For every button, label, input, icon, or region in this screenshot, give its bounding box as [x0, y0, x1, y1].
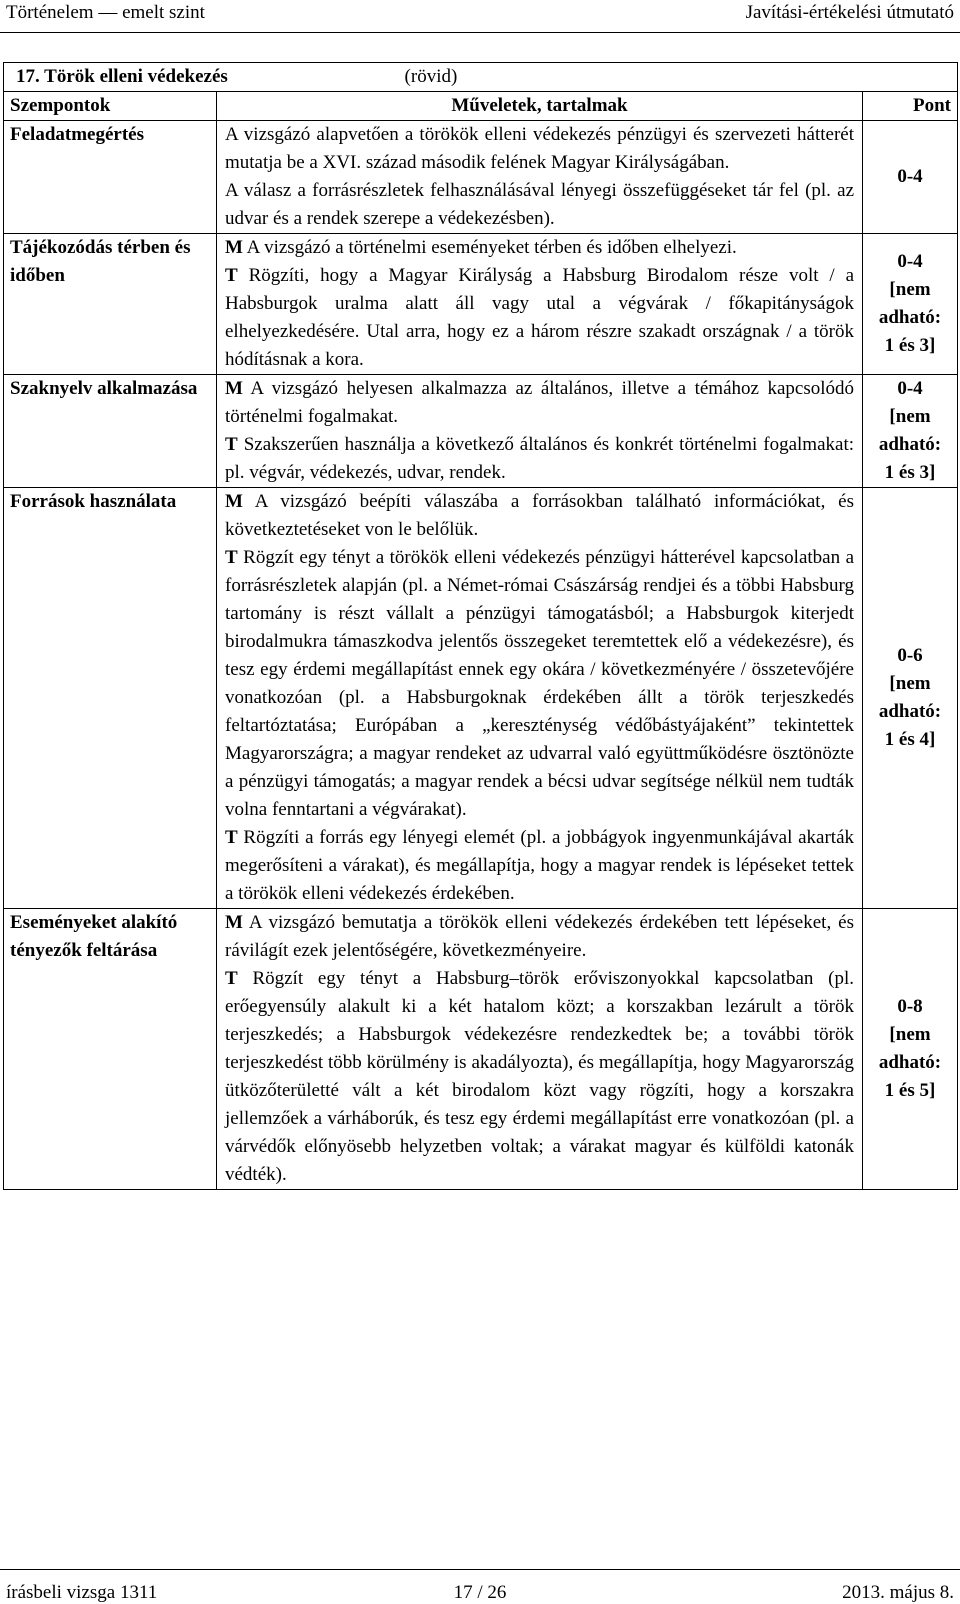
table-row [4, 121, 958, 234]
points-cell [863, 121, 958, 234]
header-divider [0, 32, 960, 33]
task-title: 17. Török elleni védekezés [16, 66, 228, 87]
points-note: 1 és 4] [884, 729, 936, 750]
criterion-mark: T [225, 968, 238, 989]
criterion-text: A vizsgázó beépíti válaszába a forrásokban található információkat, és következtetéseket von le belőlük. [225, 491, 855, 540]
criterion-paragraph [225, 824, 854, 908]
points-range: 0-4 [897, 251, 923, 272]
points-range: 0-4 [897, 166, 923, 187]
criterion-text: Rögzít egy tényt a törökök elleni védekezés pénzügyi hátterével kapcsolatban a forrásrészletek alapján (pl. a Német-római Császárság rendjei és a többi Habsburg tartomány is részt vállalt a pénzügyi támogatásból; a Habsburgok kiterjedt birodalmukra támaszkodva jelentős összegeket teremtettek elő a védekezésre), és tesz egy érdemi megállapítást ennek egy okára / következményére / összetevőjére vonatkozóan (pl. a Habsburgoknak érdekében állt a török terjeszkedés feltartóztatása; Európában a „kereszténység védőbástyájaként” tekintettek Magyarországra; a magyar rendeket az udvarral való együttműködésre ösztönözte a pénzügyi támogatás; a magyar rendek a bécsi udvar segítsége nélkül nem tudták volna fenntartani a végvárakat). [225, 547, 855, 820]
criterion-text: A vizsgázó a történelmi eseményeket térben és időben elhelyezi. [246, 237, 737, 258]
points-range: 0-8 [897, 996, 923, 1017]
column-aspects: Szempontok [4, 92, 217, 121]
task-title-row [4, 63, 958, 92]
content-cell [217, 909, 863, 1190]
content-cell [217, 375, 863, 488]
footer-divider [0, 1569, 960, 1570]
criterion-text: A vizsgázó helyesen alkalmazza az általános, illetve a témához kapcsolódó történelmi fogalmakat. [225, 378, 854, 427]
points-note: 1 és 5] [884, 1080, 936, 1101]
criterion-paragraph [225, 544, 854, 824]
aspect-cell: Feladatmegértés [4, 121, 217, 234]
content-cell [217, 234, 863, 375]
aspect-cell: Eseményeket alakító tényezők feltárása [4, 909, 217, 1190]
points-note: adható: [878, 1052, 942, 1073]
criterion-paragraph [225, 909, 854, 965]
header-doc-type: Javítási-értékelési útmutató [745, 2, 954, 23]
criterion-mark: M [225, 912, 243, 933]
criterion-paragraph [225, 234, 854, 262]
points-range: 0-6 [897, 645, 923, 666]
criterion-text: Rögzíti a forrás egy lényegi elemét (pl. a jobbágyok ingyenmunkájával akarták megerősíteni a várakat), és megállapítja, hogy a magyar rendek is lépéseket tettek a törökök elleni védekezés érdekében. [225, 827, 854, 904]
criterion-paragraph [225, 375, 854, 431]
content-cell [217, 488, 863, 909]
points-note: adható: [878, 307, 942, 328]
criterion-paragraph [225, 262, 854, 374]
table-row [4, 375, 958, 488]
points-cell [863, 909, 958, 1190]
points-range: 0-4 [897, 378, 923, 399]
criterion-paragraph [225, 965, 854, 1189]
header-subject: Történelem — emelt szint [6, 2, 205, 23]
table-row [4, 234, 958, 375]
column-header-row [4, 92, 958, 121]
points-note: [nem [889, 406, 931, 427]
criterion-mark: M [225, 378, 243, 399]
points-note: [nem [889, 673, 931, 694]
criterion-mark: T [225, 547, 238, 568]
footer-page-number: 17 / 26 [453, 1582, 507, 1603]
column-content: Műveletek, tartalmak [217, 92, 863, 121]
footer-exam-id: írásbeli vizsga 1311 [6, 1582, 158, 1603]
points-note: 1 és 3] [884, 462, 936, 483]
points-note: [nem [889, 279, 931, 300]
criterion-paragraph [225, 488, 854, 544]
points-cell [863, 488, 958, 909]
criterion-paragraph [225, 431, 854, 487]
points-cell [863, 234, 958, 375]
criterion-text: A vizsgázó alapvetően a törökök elleni védekezés pénzügyi és szervezeti hátterét mutatja be a XVI. század második felének Magyar Királyságában. [225, 124, 854, 173]
aspect-cell: Szaknyelv alkalmazása [4, 375, 217, 488]
points-note: adható: [878, 434, 942, 455]
points-note: adható: [878, 701, 942, 722]
points-cell [863, 375, 958, 488]
task-type: (rövid) [404, 66, 458, 87]
table-row [4, 488, 958, 909]
column-points: Pont [863, 92, 958, 121]
points-note: [nem [889, 1024, 931, 1045]
table-row [4, 909, 958, 1190]
criterion-mark: M [225, 491, 243, 512]
aspect-cell: Források használata [4, 488, 217, 909]
criterion-mark: M [225, 237, 243, 258]
points-note: 1 és 3] [884, 335, 936, 356]
criterion-paragraph [225, 177, 854, 233]
criterion-mark: T [225, 434, 238, 455]
footer-date: 2013. május 8. [842, 1582, 954, 1603]
criterion-mark: T [225, 265, 238, 286]
aspect-cell: Tájékozódás térben és időben [4, 234, 217, 375]
criterion-mark: T [225, 827, 238, 848]
criterion-text: Rögzíti, hogy a Magyar Királyság a Habsburg Birodalom része volt / a Habsburgok uralma alatt áll vagy utal a végvárak / főkapitányságok elhelyezkedésére. Utal arra, hogy ez a három részre szakadt országnak / a török hódításnak a kora. [225, 265, 855, 370]
criterion-text: Szakszerűen használja a következő általános és konkrét történelmi fogalmakat: pl. végvár, védekezés, udvar, rendek. [225, 434, 855, 483]
content-cell [217, 121, 863, 234]
criterion-paragraph [225, 121, 854, 177]
page-header [0, 0, 960, 30]
criterion-text: A válasz a forrásrészletek felhasználásával lényegi összefüggéseket tár fel (pl. az udvar és a rendek szerepe a védekezésben). [225, 180, 854, 229]
criterion-text: Rögzít egy tényt a Habsburg–török erőviszonyokkal kapcsolatban (pl. erőegyensúly alakult ki a két hatalom közt; a korszakban lezárult a török terjeszkedés; a Habsburgok védekezésre rendezkedtek be; a további török terjeszkedést több körülmény is akadályozta), és megállapítja, hogy Magyarország ütközőterületté vált a két birodalom közt vagy rögzíti, hogy a korszakra jellemzőek a várháborúk, és tesz egy érdemi megállapítást erre vonatkozóan (pl. a várvédők előnyösebb helyzetben voltak; a várakat magyar és külföldi katonák védték). [225, 968, 855, 1185]
grading-table [3, 62, 958, 1190]
criterion-text: A vizsgázó bemutatja a törökök elleni védekezés érdekében tett lépéseket, és rávilágít ezek jelentőségére, következményeire. [225, 912, 854, 961]
